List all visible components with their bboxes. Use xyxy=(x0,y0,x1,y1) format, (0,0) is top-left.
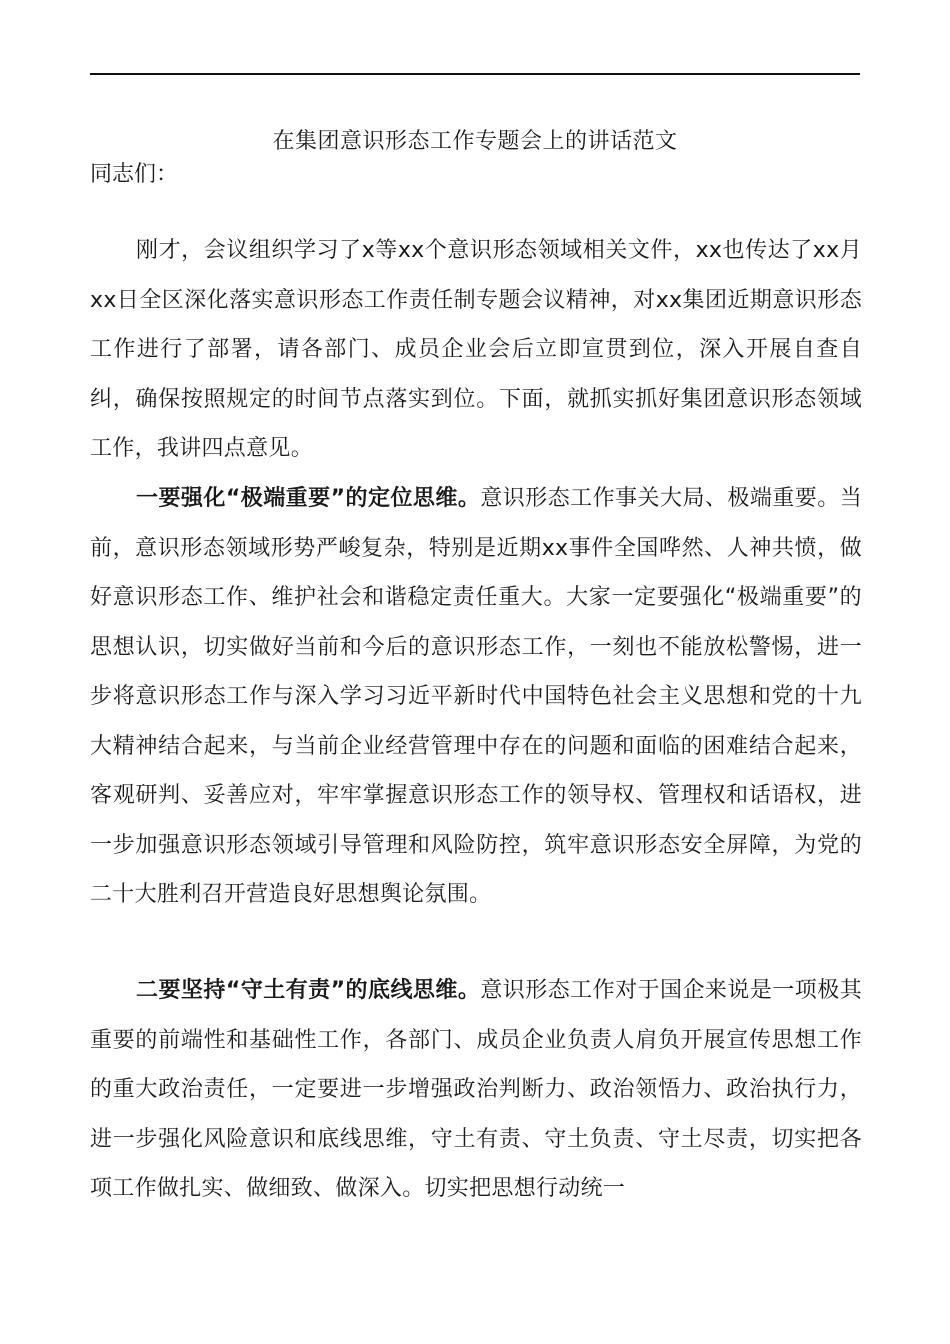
paragraph-point-one xyxy=(90,474,862,920)
paragraph-text: 意识形态工作事关大局、极端重要。当前，意识形态领域形势严峻复杂，特别是近期xx事件全国哗然、人神共愤，做好意识形态工作、维护社会和谐稳定责任重大。大家一定要强化“极端重要”的思想认识，切实做好当前和今后的意识形态工作，一刻也不能放松警惕，进一步将意识形态工作与深入学习习近平新时代中国特色社会主义思想和党的十九大精神结合起来，与当前企业经营管理中存在的问题和面临的困难结合起来，客观研判、妥善应对，牢牢掌握意识形态工作的领导权、管理权和话语权，进一步加强意识形态领域引导管理和风险防控，筑牢意识形态安全屏障，为党的二十大胜利召开营造良好思想舆论氛围。 xyxy=(90,486,862,907)
paragraph-text: 意识形态工作对于国企来说是一项极其重要的前端性和基础性工作，各部门、成员企业负责人肩负开展宣传思想工作的重大政治责任，一定要进一步增强政治判断力、政治领悟力、政治执行力，进一步强化风险意识和底线思维，守土有责、守土负责、守土尽责，切实把各项工作做扎实、做细致、做深入。切实把思想行动统一 xyxy=(90,978,862,1201)
paragraph-intro xyxy=(90,226,862,474)
header-rule xyxy=(90,73,860,75)
salutation: 同志们： xyxy=(90,162,179,187)
paragraph-lead: 一要强化“极端重要”的定位思维。 xyxy=(136,486,481,511)
paragraph-text: 刚才，会议组织学习了x等xx个意识形态领域相关文件，xx也传达了xx月xx日全区深化落实意识形态工作责任制专题会议精神，对xx集团近期意识形态工作进行了部署，请各部门、成员企业会后立即宣贯到位，深入开展自查自纠，确保按照规定的时间节点落实到位。下面，就抓实抓好集团意识形态领域工作，我讲四点意见。 xyxy=(90,238,862,461)
document-title: 在集团意识形态工作专题会上的讲话范文 xyxy=(272,129,678,154)
paragraph-lead: 二要坚持“守土有责”的底线思维。 xyxy=(136,978,481,1003)
paragraph-point-two xyxy=(90,966,862,1214)
